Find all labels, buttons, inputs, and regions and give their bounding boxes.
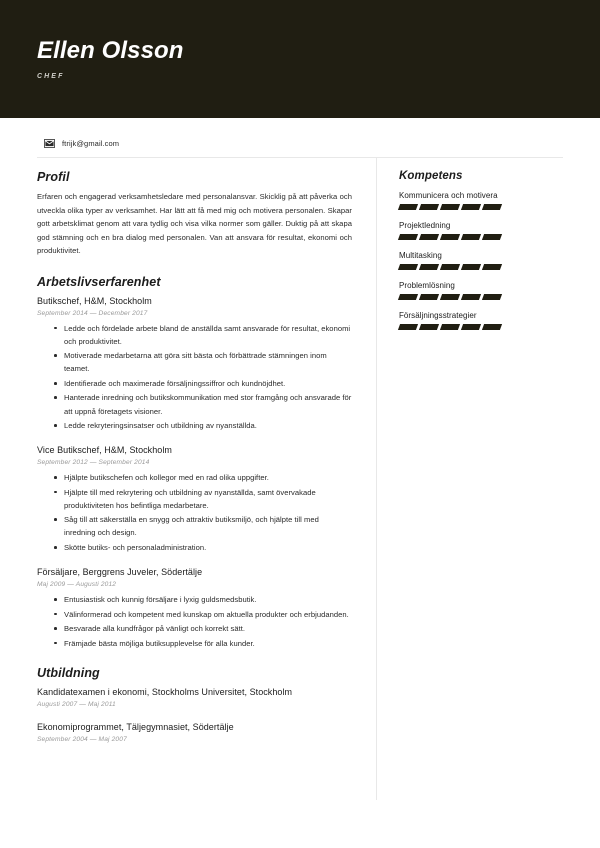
list-item: Skötte butiks- och personaladministration. xyxy=(54,541,352,554)
skill-item xyxy=(399,221,570,240)
skill-rating-bar xyxy=(399,264,570,270)
skill-segment xyxy=(440,324,460,330)
resume-header xyxy=(0,0,600,118)
skill-segment xyxy=(398,264,418,270)
skill-segment xyxy=(419,324,439,330)
section-title-experience: Arbetslivserfarenhet xyxy=(37,274,161,289)
list-item: Hjälpte butikschefen och kollegor med en rad olika uppgifter. xyxy=(54,471,352,484)
skill-rating-bar xyxy=(399,234,570,240)
skill-segment xyxy=(461,294,481,300)
skill-segment xyxy=(419,264,439,270)
skill-segment xyxy=(419,294,439,300)
education-entry-title: Kandidatexamen i ekonomi, Stockholms Universitet, Stockholm xyxy=(37,686,293,697)
skill-segment xyxy=(440,234,460,240)
skill-segment xyxy=(461,324,481,330)
education-entry xyxy=(37,721,352,743)
experience-entry-date: September 2012 — September 2014 xyxy=(37,459,150,467)
skill-segment xyxy=(419,234,439,240)
skill-segment xyxy=(398,294,418,300)
skill-label: Multitasking xyxy=(399,251,442,260)
education-entry-date: Augusti 2007 — Maj 2011 xyxy=(37,700,116,708)
skill-rating-bar xyxy=(399,324,570,330)
list-item: Hjälpte till med rekrytering och utbildning av nyanställda, samt övervakade produktiviteten hos befintliga medarbetare. xyxy=(54,486,352,512)
skill-item xyxy=(399,281,570,300)
experience-entry-title: Vice Butikschef, H&M, Stockholm xyxy=(37,445,172,456)
skill-segment xyxy=(398,324,418,330)
main-column xyxy=(0,158,376,800)
section-education xyxy=(37,666,352,743)
skill-segment xyxy=(482,234,502,240)
skill-item xyxy=(399,311,570,330)
list-item: Motiverade medarbetarna att göra sitt bästa och förbättrade stämningen inom teamet. xyxy=(54,349,352,375)
list-item: Ledde rekryteringsinsatser och utbildning av nyanställda. xyxy=(54,419,352,432)
list-item: Hanterade inredning och butikskommunikation med stor framgång och ansvarade för att uppnå företagets visioner. xyxy=(54,391,352,417)
skill-segment xyxy=(419,204,439,210)
education-entry xyxy=(37,686,352,708)
experience-entry-title: Försäljare, Berggrens Juveler, Södertälje xyxy=(37,567,203,578)
experience-entry-date: Maj 2009 — Augusti 2012 xyxy=(37,581,117,589)
header-role-subtitle: CHEF xyxy=(37,73,65,81)
mail-icon xyxy=(44,139,55,148)
list-item: Entusiastisk och kunnig försäljare i lyxig guldsmedsbutik. xyxy=(54,593,352,606)
experience-bullet-list xyxy=(37,322,352,432)
skill-item xyxy=(399,251,570,270)
list-item: Främjade bästa möjliga butiksupplevelse för alla kunder. xyxy=(54,637,352,650)
experience-entry xyxy=(37,295,352,433)
list-item: Välinformerad och kompetent med kunskap om aktuella produkter och erbjudanden. xyxy=(54,608,352,621)
list-item: Ledde och fördelade arbete bland de anställda samt ansvarade för resultat, ekonomi och produktivitet. xyxy=(54,322,352,348)
skill-segment xyxy=(482,324,502,330)
list-item: Såg till att säkerställa en snygg och attraktiv butiksmiljö, och hjälpte till med inredning och design. xyxy=(54,513,352,539)
skill-segment xyxy=(440,204,460,210)
education-entry-title: Ekonomiprogrammet, Täljegymnasiet, Södertälje xyxy=(37,721,234,732)
skill-segment xyxy=(482,294,502,300)
skill-segment xyxy=(461,234,481,240)
experience-entry-date: September 2014 — December 2017 xyxy=(37,309,148,317)
skill-segment xyxy=(398,234,418,240)
skill-item xyxy=(399,191,570,210)
experience-entry xyxy=(37,566,352,650)
page-title: Ellen Olsson xyxy=(37,36,184,64)
resume-body xyxy=(0,158,600,800)
education-entry-date: September 2004 — Maj 2007 xyxy=(37,736,127,744)
skill-segment xyxy=(440,264,460,270)
skill-segment xyxy=(482,264,502,270)
sidebar-column xyxy=(376,158,600,800)
list-item: Besvarade alla kundfrågor på vänligt och korrekt sätt. xyxy=(54,622,352,635)
list-item: Identifierade och maximerade försäljningssiffror och kundnöjdhet. xyxy=(54,377,352,390)
experience-bullet-list xyxy=(37,471,352,554)
profile-text: Erfaren och engagerad verksamhetsledare med personalansvar. Skicklig på att påverka och utveckla olika typer av verksamhet. Har lätt att få med mig och motivera personalen. Skapar gott arbetsklimat genom att vara tydlig och visa vilka normer som gäller. Duktig på att skapa god stämning och en bra dialog med personalen. Van att ansvara för resultat, ekonomi och produktivitet. xyxy=(37,192,352,256)
section-title-profile: Profil xyxy=(37,170,70,184)
section-experience xyxy=(37,275,352,650)
section-title-skills: Kompetens xyxy=(399,170,463,182)
skill-segment xyxy=(461,204,481,210)
skill-rating-bar xyxy=(399,294,570,300)
skill-segment xyxy=(440,294,460,300)
contact-strip xyxy=(0,118,600,154)
section-title-education: Utbildning xyxy=(37,665,100,680)
section-profile xyxy=(37,170,352,258)
skill-label: Projektledning xyxy=(399,221,451,230)
contact-email[interactable]: ftrijk@gmail.com xyxy=(62,139,120,148)
experience-bullet-list xyxy=(37,593,352,650)
experience-entry xyxy=(37,444,352,554)
skill-segment xyxy=(398,204,418,210)
skill-rating-bar xyxy=(399,204,570,210)
skill-segment xyxy=(461,264,481,270)
skill-label: Kommunicera och motivera xyxy=(399,191,498,200)
skill-label: Problemlösning xyxy=(399,281,455,290)
skill-segment xyxy=(482,204,502,210)
experience-entry-title: Butikschef, H&M, Stockholm xyxy=(37,295,152,306)
skill-label: Försäljningsstrategier xyxy=(399,311,477,320)
